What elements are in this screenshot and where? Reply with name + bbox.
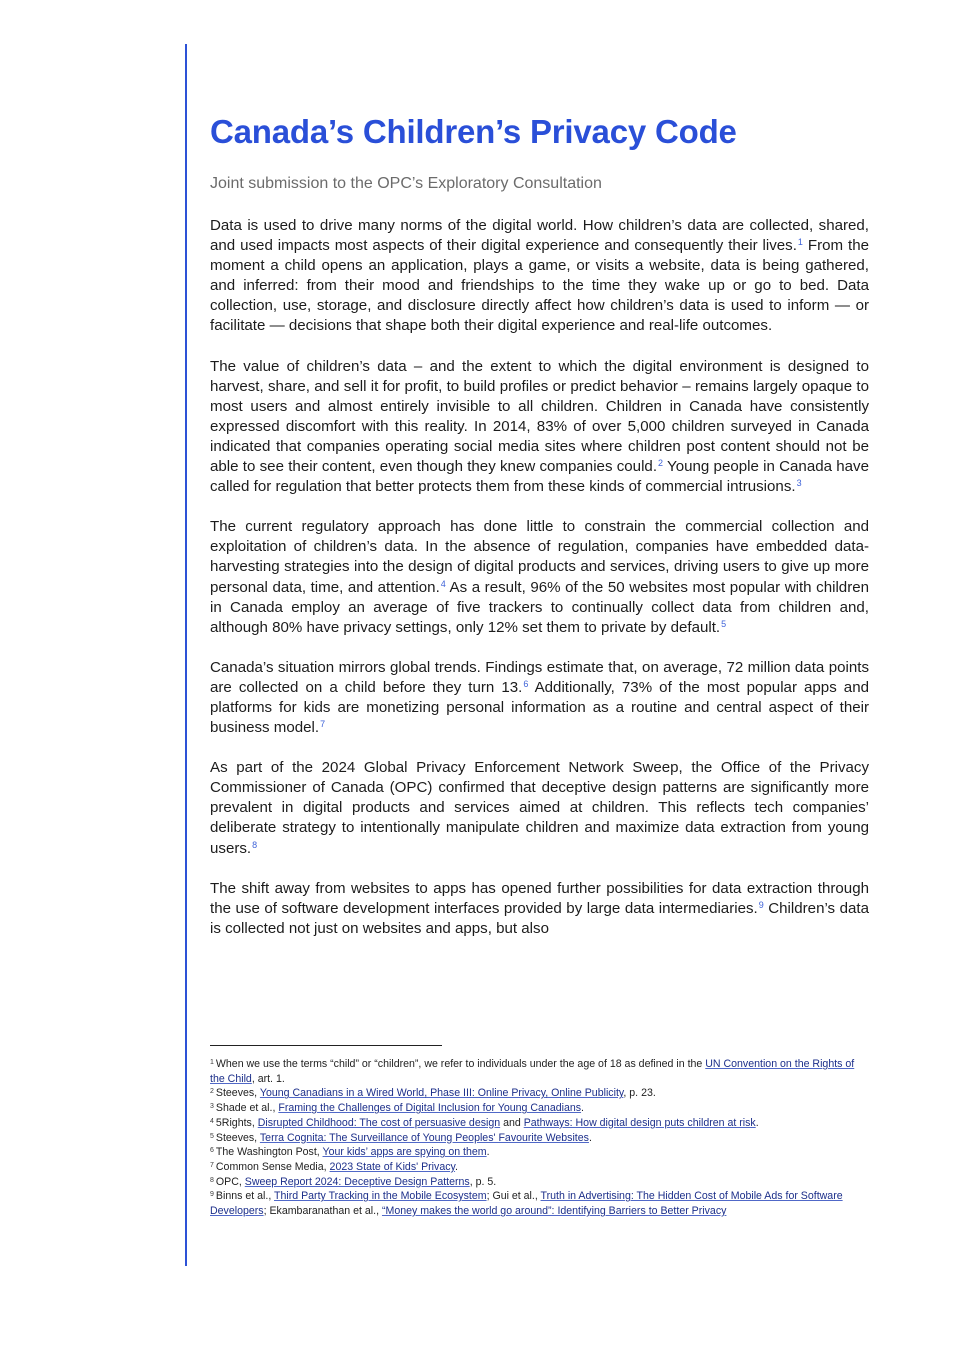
footnote-link[interactable]: Sweep Report 2024: Deceptive Design Patterns: [244, 1175, 470, 1188]
paragraph-1-text-a: Data is used to drive many norms of the digital world. How children’s data are collected, shared, and used impacts most aspects of their digital experience and consequently their lives.: [210, 217, 869, 255]
footnote-ref-4[interactable]: 4: [440, 578, 446, 589]
footnote-text: ; Gui et al.,: [486, 1190, 541, 1203]
footnote-number: 6: [210, 1147, 214, 1155]
footnote-number: 9: [210, 1191, 214, 1199]
paragraph-6-text-b: Children’s data is collected not just on websites and apps, but also: [210, 899, 869, 937]
footnote-text: Binns et al.,: [215, 1190, 275, 1203]
body-text: [210, 216, 869, 939]
paragraph-5: [210, 758, 869, 858]
paragraph-1: [210, 216, 869, 337]
footnote-link[interactable]: Your kids’ apps are spying on them: [322, 1146, 487, 1159]
paragraph-3-text-a: The current regulatory approach has done little to constrain the commercial collection and exploitation of children’s data. In the absence of regulation, companies have embedded data-harvesting strategies into the design of digital products and services, driving users to give up more personal data, time, and attention.: [210, 518, 869, 596]
footnote-link[interactable]: Third Party Tracking in the Mobile Ecosystem: [274, 1190, 487, 1203]
footnote-number: 2: [210, 1088, 214, 1096]
paragraph-6: [210, 879, 869, 939]
footnote-2: [210, 1086, 869, 1101]
paragraph-4-text-b: Additionally, 73% of the most popular apps and platforms for kids are monetizing personal information as a routine and central aspect of their business model.: [210, 678, 869, 737]
footnote-text: , p. 23.: [623, 1087, 656, 1100]
paragraph-1-text-b: From the moment a child opens an application, plays a game, or visits a website, data is being gathered, and inferred: from their mood and friendships to the time they wake up or go to bed. Data collection, use, storage, and disclosure directly affect how children’s data is used to inform — or facilitate — decisions that shape both their digital experience and real-life outcomes.: [210, 237, 869, 335]
footnote-ref-6[interactable]: 6: [523, 678, 529, 689]
footnote-ref-8[interactable]: 8: [252, 839, 258, 850]
document-subtitle: Joint submission to the OPC’s Exploratory Consultation: [210, 175, 602, 192]
footnote-ref-2[interactable]: 2: [658, 458, 664, 469]
footnote-link[interactable]: Young Canadians in a Wired World, Phase III: Online Privacy, Online Publicity: [259, 1087, 624, 1100]
paragraph-3-text-b: As a result, 96% of the 50 websites most popular with children in Canada employ an average of five trackers to continually collect data from children and, although 80% have privacy settings, only 12% set them to private by default.: [210, 578, 870, 636]
footnote-ref-7[interactable]: 7: [320, 719, 326, 730]
footnote-text: When we use the terms “child” or “children”, we refer to individuals under the age of 18 as defined in the: [215, 1058, 706, 1070]
footnote-link[interactable]: Truth in Advertising: The Hidden Cost of Mobile Ads for Software Developers: [210, 1190, 843, 1218]
footnote-link[interactable]: Terra Cognita: The Surveillance of Young Peoples' Favourite Websites: [259, 1131, 589, 1144]
footnote-number: 4: [210, 1117, 214, 1125]
paragraph-2-text-b: Young people in Canada have called for regulation that better protects them from these kinds of commercial intrusions.: [210, 458, 869, 496]
footnote-text: ; Ekambaranathan et al.,: [263, 1205, 382, 1218]
paragraph-5-text-a: As part of the 2024 Global Privacy Enforcement Network Sweep, the Office of the Privacy Commissioner of Canada (OPC) confirmed that deceptive design patterns are significantly more prevalent in digital products and services aimed at children. This reflects tech companies’ deliberate strategy to intentionally manipulate children and maximize data extraction from young users.: [210, 759, 869, 857]
footnote-7: [210, 1160, 869, 1175]
footnote-9: [210, 1189, 869, 1218]
paragraph-6-text-a: The shift away from websites to apps has opened further possibilities for data extraction through the use of software development interfaces provided by large data intermediaries.: [210, 879, 869, 917]
document-title: Canada’s Children’s Privacy Code: [210, 113, 737, 150]
footnote-link[interactable]: Disrupted Childhood: The cost of persuasive design: [257, 1116, 501, 1129]
footnote-text: .: [755, 1116, 759, 1129]
footnote-text: Shade et al.,: [215, 1102, 279, 1115]
footnote-text: The Washington Post,: [215, 1146, 323, 1159]
footnote-text: and: [500, 1116, 524, 1129]
footnote-number: 3: [210, 1103, 214, 1111]
footnote-8: [210, 1175, 869, 1190]
footnote-link[interactable]: 2023 State of Kids' Privacy: [329, 1160, 456, 1173]
page-content: [210, 112, 869, 959]
footnote-divider: [210, 1045, 442, 1046]
footnotes: [210, 1057, 869, 1219]
paragraph-3: [210, 517, 869, 638]
footnote-text: 5Rights,: [215, 1116, 258, 1129]
footnote-5: [210, 1131, 869, 1146]
footnote-1: [210, 1057, 869, 1086]
footnote-text: .: [588, 1131, 592, 1144]
footnote-text: Common Sense Media,: [215, 1160, 330, 1173]
footnote-ref-3[interactable]: 3: [796, 478, 802, 489]
footnote-text: .: [581, 1102, 584, 1115]
footnote-text: Steeves,: [215, 1087, 260, 1100]
paragraph-2-text-a: The value of children’s data – and the extent to which the digital environment is designed to harvest, share, and sell it for profit, to build profiles or predict behavior – remains largely opaque to most users and almost entirely invisible to all children. Children in Canada have consistently expressed discomfort with this reality. In 2014, 83% of over 5,000 children surveyed in Canada indicated that companies operating social media sites where children post content should not be able to see their content, even though they knew companies could.: [210, 357, 869, 476]
paragraph-4: [210, 658, 869, 738]
footnote-link[interactable]: UN Convention on the Rights of the Child: [210, 1058, 855, 1085]
footnote-ref-9[interactable]: 9: [758, 899, 764, 910]
paragraph-4-text-a: Canada’s situation mirrors global trends. Findings estimate that, on average, 72 million data points are collected on a child before they turn 13.: [210, 658, 869, 696]
footnote-text: Steeves,: [215, 1131, 260, 1144]
footnote-3: [210, 1101, 869, 1116]
footnote-4: [210, 1116, 869, 1131]
footnote-number: 7: [210, 1161, 214, 1169]
footnote-number: 1: [210, 1059, 214, 1066]
footnote-link[interactable]: Framing the Challenges of Digital Inclusion for Young Canadians: [278, 1102, 582, 1115]
footnote-ref-1[interactable]: 1: [797, 237, 803, 248]
footnote-ref-5[interactable]: 5: [721, 618, 727, 629]
footnote-6: [210, 1145, 869, 1160]
paragraph-2: [210, 357, 869, 498]
footnote-link[interactable]: “Money makes the world go around”: Identifying Barriers to Better Privacy: [381, 1205, 727, 1218]
footnote-link[interactable]: Pathways: How digital design puts children at risk: [523, 1116, 756, 1129]
footnote-text: , p. 5.: [469, 1175, 497, 1188]
footnote-text: OPC,: [215, 1175, 245, 1188]
footnote-text: .: [486, 1146, 490, 1159]
footnote-number: 8: [210, 1176, 214, 1184]
footnote-text: , art. 1.: [251, 1072, 285, 1085]
margin-rule: [185, 44, 187, 1266]
footnote-text: .: [455, 1160, 458, 1173]
footnote-number: 5: [210, 1132, 214, 1140]
